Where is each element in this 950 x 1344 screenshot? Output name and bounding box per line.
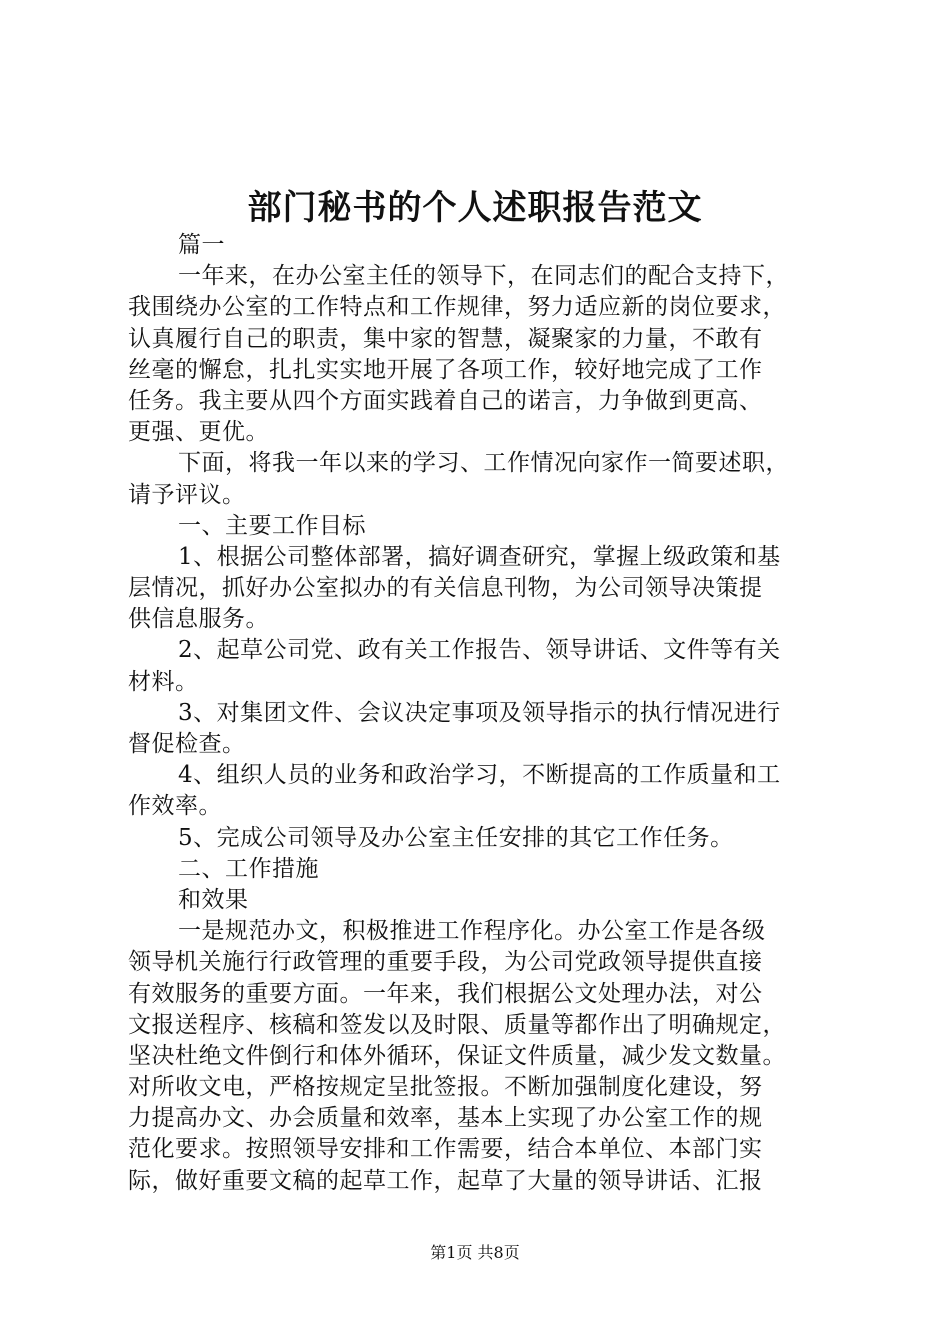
text-line: 下面，将我一年以来的学习、工作情况向家作一简要述职， bbox=[178, 450, 789, 477]
text-line: 一年来，在办公室主任的领导下，在同志们的配合支持下， bbox=[178, 263, 789, 290]
text-line: 认真履行自己的职责，集中家的智慧，凝聚家的力量，不敢有 bbox=[128, 325, 763, 352]
document-body bbox=[128, 230, 832, 1197]
page-footer: 第1页 共8页 bbox=[430, 1243, 520, 1262]
text-line: 篇一 bbox=[178, 232, 225, 258]
text-line: 我围绕办公室的工作特点和工作规律，努力适应新的岗位要求， bbox=[128, 294, 786, 321]
text-line: 一、主要工作目标 bbox=[178, 512, 366, 539]
text-line: 和效果 bbox=[178, 886, 249, 913]
text-line: 领导机关施行行政管理的重要手段，为公司党政领导提供直接 bbox=[128, 949, 763, 976]
text-line: 范化要求。按照领导安排和工作需要，结合本单位、本部门实 bbox=[128, 1136, 763, 1163]
text-line: 3、对集团文件、会议决定事项及领导指示的执行情况进行 bbox=[178, 699, 781, 726]
text-line: 际，做好重要文稿的起草工作，起草了大量的领导讲话、汇报 bbox=[128, 1167, 763, 1194]
text-line: 4、组织人员的业务和政治学习，不断提高的工作质量和工 bbox=[178, 762, 781, 789]
text-line: 文报送程序、核稿和签发以及时限、质量等都作出了明确规定， bbox=[128, 1011, 786, 1038]
text-line: 供信息服务。 bbox=[128, 606, 269, 633]
text-line: 二、工作措施 bbox=[178, 855, 319, 882]
text-line: 2、起草公司党、政有关工作报告、领导讲话、文件等有关 bbox=[178, 637, 781, 664]
text-line: 层情况，抓好办公室拟办的有关信息刊物，为公司领导决策提 bbox=[128, 575, 763, 602]
text-line: 力提高办文、办会质量和效率，基本上实现了办公室工作的规 bbox=[128, 1105, 763, 1132]
page-title: 部门秘书的个人述职报告范文 bbox=[247, 188, 703, 228]
text-line: 丝毫的懈怠，扎扎实实地开展了各项工作，较好地完成了工作 bbox=[128, 356, 763, 383]
text-line: 任务。我主要从四个方面实践着自己的诺言，力争做到更高、 bbox=[128, 387, 763, 414]
text-line: 作效率。 bbox=[128, 793, 222, 820]
text-line: 对所收文电，严格按规定呈批签报。不断加强制度化建设，努 bbox=[128, 1074, 763, 1101]
text-line: 1、根据公司整体部署，搞好调查研究，掌握上级政策和基 bbox=[178, 543, 781, 570]
text-line: 5、完成公司领导及办公室主任安排的其它工作任务。 bbox=[178, 824, 734, 851]
text-line: 材料。 bbox=[128, 668, 199, 695]
text-line: 督促检查。 bbox=[128, 731, 246, 757]
text-line: 更强、更优。 bbox=[128, 419, 269, 446]
text-line: 一是规范办文，积极推进工作程序化。办公室工作是各级 bbox=[178, 918, 766, 945]
text-line: 请予评议。 bbox=[128, 481, 246, 508]
text-line: 坚决杜绝文件倒行和体外循环，保证文件质量，减少发文数量。 bbox=[128, 1042, 786, 1069]
text-line: 有效服务的重要方面。一年来，我们根据公文处理办法，对公 bbox=[128, 980, 763, 1007]
